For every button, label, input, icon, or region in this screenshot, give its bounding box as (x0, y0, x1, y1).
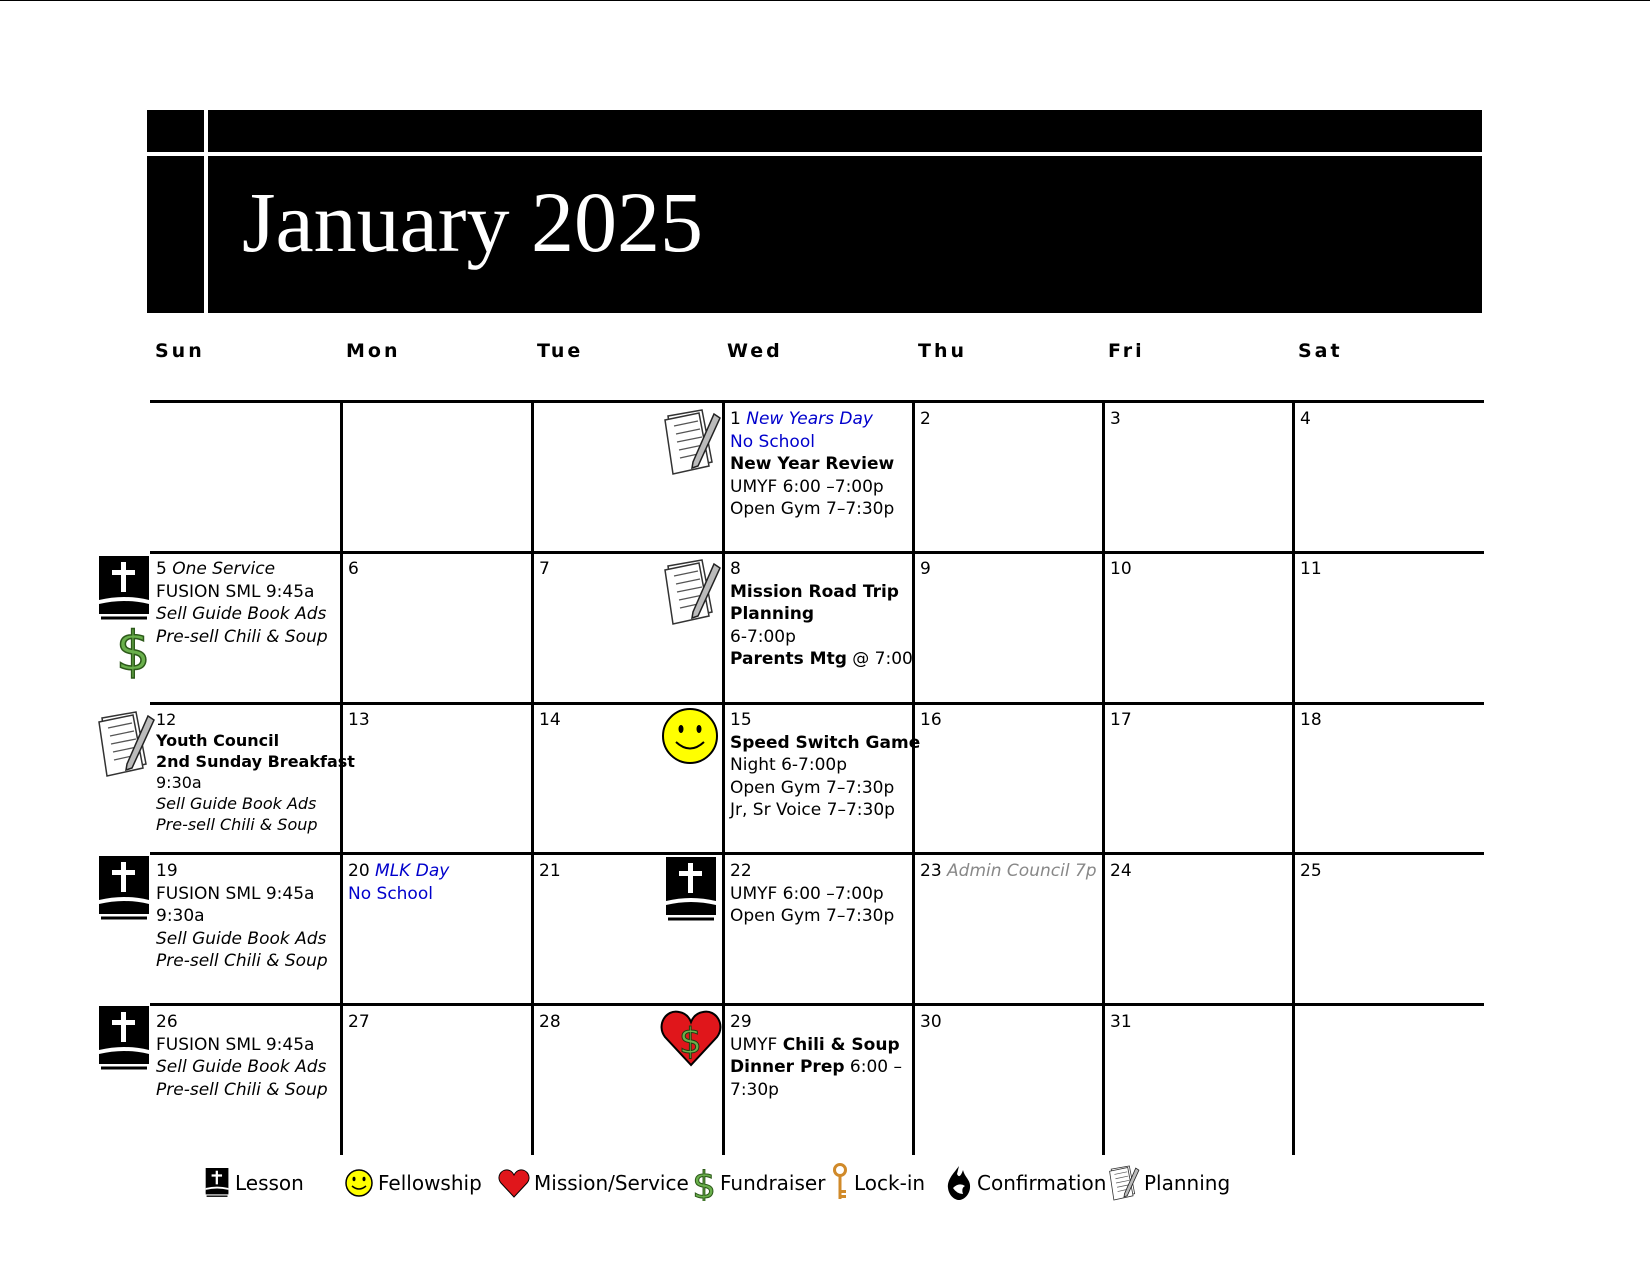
day-cell-jan-7[interactable] (539, 558, 550, 581)
day-cell-jan-14[interactable] (539, 709, 561, 732)
legend-item-fellowship (344, 1166, 482, 1200)
event-line: UMYF 6:00 –7:00p (730, 476, 884, 497)
day-number: 29 (730, 1012, 752, 1032)
event-line: FUSION SML 9:45a (156, 883, 315, 904)
day-cell-jan-4[interactable] (1300, 408, 1311, 431)
weekday-mon: Mon (346, 340, 401, 362)
day-cell-jan-13[interactable] (348, 709, 370, 732)
day-number: 11 (1300, 559, 1322, 579)
day-cell-jan-18[interactable] (1300, 709, 1322, 732)
event-line: Night 6-7:00p (730, 755, 847, 775)
lesson-icon (99, 856, 151, 922)
day-number: 2 (920, 409, 931, 429)
event-line: Pre-sell Chili & Soup (156, 626, 328, 647)
event-line: 6:00 – (844, 1057, 903, 1077)
day-cell-jan-9[interactable] (920, 558, 931, 581)
day-number: 21 (539, 861, 561, 881)
lesson-icon (99, 556, 151, 622)
day-number: 8 (730, 559, 741, 579)
day-cell-jan-15[interactable] (730, 709, 920, 822)
day-number: 15 (730, 710, 752, 730)
event-line: Admin Council 7p (947, 861, 1097, 881)
day-number: 9 (920, 559, 931, 579)
day-cell-jan-29[interactable] (730, 1011, 902, 1101)
legend-label: Lesson (235, 1171, 304, 1195)
event-line: Open Gym 7–7:30p (730, 777, 895, 798)
event-line: 6-7:00p (730, 626, 796, 647)
day-cell-jan-16[interactable] (920, 709, 942, 732)
day-number: 28 (539, 1012, 561, 1032)
event-line: Dinner Prep (730, 1057, 845, 1077)
day-cell-jan-22[interactable] (730, 860, 894, 928)
event-line: 9:30a (156, 773, 202, 792)
planning-icon (662, 408, 722, 476)
event-line: UMYF (730, 1034, 783, 1055)
day-number: 30 (920, 1012, 942, 1032)
header-horizontal-rule (147, 152, 1482, 156)
day-cell-jan-30[interactable] (920, 1011, 942, 1034)
planning-icon (96, 710, 156, 778)
legend-label: Fellowship (378, 1171, 482, 1195)
legend-item-mission (498, 1166, 689, 1200)
holiday-label: New Years Day (746, 409, 873, 429)
event-line: 9:30a (156, 906, 205, 926)
svg-text:$: $ (679, 1021, 702, 1062)
event-line: Speed Switch Game (730, 732, 921, 753)
lesson-icon (204, 1168, 231, 1198)
day-number: 13 (348, 710, 370, 730)
smiley-icon (661, 707, 719, 765)
day-number: 12 (156, 710, 177, 729)
dollar-icon (692, 1165, 716, 1201)
planning-icon (1108, 1164, 1140, 1202)
event-line: Open Gym 7–7:30p (730, 499, 895, 519)
day-number: 16 (920, 710, 942, 730)
grid-col-line (531, 400, 534, 1155)
event-line: Pre-sell Chili & Soup (156, 1079, 328, 1100)
event-line: One Service (172, 559, 276, 579)
legend-label: Mission/Service (534, 1171, 689, 1195)
event-line: Sell Guide Book Ads (156, 1057, 327, 1077)
weekday-sun: Sun (155, 340, 205, 362)
legend-item-confirmation (945, 1166, 1106, 1200)
calendar-header (147, 110, 1482, 313)
day-cell-jan-31[interactable] (1110, 1011, 1132, 1034)
lesson-icon (666, 857, 718, 923)
day-cell-jan-23[interactable] (920, 860, 1097, 883)
grid-col-line (722, 400, 725, 1155)
grid-row-line (150, 852, 1484, 855)
day-number: 7 (539, 559, 550, 579)
day-number: 25 (1300, 861, 1322, 881)
day-cell-jan-11[interactable] (1300, 558, 1322, 581)
day-cell-jan-24[interactable] (1110, 860, 1132, 883)
day-cell-jan-12[interactable] (156, 709, 355, 835)
heart-dollar-icon (660, 1007, 722, 1069)
planning-icon (662, 558, 722, 626)
grid-row-line (150, 1003, 1484, 1006)
weekday-sat: Sat (1298, 340, 1343, 362)
day-number: 6 (348, 559, 359, 579)
day-cell-jan-25[interactable] (1300, 860, 1322, 883)
day-cell-jan-19[interactable] (156, 860, 328, 973)
legend-item-lockin (830, 1166, 925, 1200)
legend-label: Confirmation (977, 1171, 1107, 1195)
day-number: 17 (1110, 710, 1132, 730)
day-cell-jan-10[interactable] (1110, 558, 1132, 581)
event-line: @ 7:00 (846, 649, 913, 669)
day-cell-jan-5[interactable] (156, 558, 328, 648)
day-cell-jan-21[interactable] (539, 860, 561, 883)
event-line: Youth Council (156, 731, 280, 750)
day-cell-jan-17[interactable] (1110, 709, 1132, 732)
day-number: 5 (156, 559, 167, 579)
event-line: 2nd Sunday Breakfast (156, 752, 355, 771)
grid-col-line (1292, 400, 1295, 1155)
smiley-icon (344, 1168, 374, 1198)
no-school-label: No School (730, 431, 815, 452)
weekday-wed: Wed (727, 340, 783, 362)
weekday-tue: Tue (537, 340, 584, 362)
weekday-fri: Fri (1108, 340, 1145, 362)
event-line: Open Gym 7–7:30p (730, 906, 895, 926)
event-line: & Soup (824, 1034, 900, 1055)
day-number: 27 (348, 1012, 370, 1032)
event-line: UMYF 6:00 –7:00p (730, 883, 884, 904)
event-line: FUSION SML 9:45a (156, 581, 315, 602)
top-rule (0, 0, 1650, 1)
day-cell-jan-6[interactable] (348, 558, 359, 581)
event-line: Pre-sell Chili & Soup (156, 815, 318, 834)
weekday-thu: Thu (918, 340, 968, 362)
event-line: Sell Guide Book Ads (156, 928, 327, 949)
day-number: 14 (539, 710, 561, 730)
lesson-icon (99, 1006, 151, 1072)
no-school-label: No School (348, 883, 433, 904)
day-number: 23 (920, 861, 942, 881)
fundraiser-icon (116, 622, 156, 680)
legend-label: Lock-in (854, 1171, 926, 1195)
event-line: Chili (782, 1034, 825, 1055)
day-number: 20 (348, 861, 370, 881)
legend-item-fundraiser (692, 1166, 825, 1200)
day-number: 26 (156, 1012, 178, 1032)
page-title: January 2025 (242, 174, 703, 270)
day-cell-jan-1[interactable] (730, 408, 894, 521)
event-line: Parents Mtg (730, 649, 847, 669)
day-number: 31 (1110, 1012, 1132, 1032)
event-line: 7:30p (730, 1079, 779, 1100)
grid-row-line (150, 400, 1484, 403)
day-number: 3 (1110, 409, 1121, 429)
legend-label: Fundraiser (720, 1171, 826, 1195)
day-number: 10 (1110, 559, 1132, 579)
event-line: Planning (730, 604, 815, 624)
legend-item-planning (1108, 1166, 1230, 1200)
event-line: Sell Guide Book Ads (156, 604, 327, 624)
flame-dove-icon (945, 1164, 973, 1202)
event-line: New Year Review (730, 454, 895, 474)
day-number: 19 (156, 861, 178, 881)
legend-item-lesson (204, 1166, 304, 1200)
day-number: 4 (1300, 409, 1311, 429)
event-line: Mission Road Trip (730, 581, 899, 602)
key-icon (830, 1163, 850, 1203)
grid-row-line (150, 702, 1484, 705)
day-cell-jan-26[interactable] (156, 1011, 328, 1101)
day-cell-jan-28[interactable] (539, 1011, 561, 1034)
event-line: Pre-sell Chili & Soup (156, 951, 328, 971)
event-line: Sell Guide Book Ads (156, 794, 317, 813)
day-cell-jan-8[interactable] (730, 558, 913, 671)
grid-col-line (1102, 400, 1105, 1155)
event-line: FUSION SML 9:45a (156, 1034, 315, 1055)
grid-row-line (150, 551, 1484, 554)
day-number: 22 (730, 861, 752, 881)
event-line: Jr, Sr Voice 7–7:30p (730, 800, 895, 820)
holiday-label: MLK Day (375, 861, 450, 881)
day-cell-jan-20[interactable] (348, 860, 449, 905)
day-cell-jan-27[interactable] (348, 1011, 370, 1034)
day-number: 1 (730, 409, 741, 429)
header-vertical-rule (204, 110, 208, 313)
day-cell-jan-2[interactable] (920, 408, 931, 431)
heart-icon (498, 1167, 530, 1199)
legend-label: Planning (1144, 1171, 1231, 1195)
day-number: 24 (1110, 861, 1132, 881)
day-cell-jan-3[interactable] (1110, 408, 1121, 431)
day-number: 18 (1300, 710, 1322, 730)
